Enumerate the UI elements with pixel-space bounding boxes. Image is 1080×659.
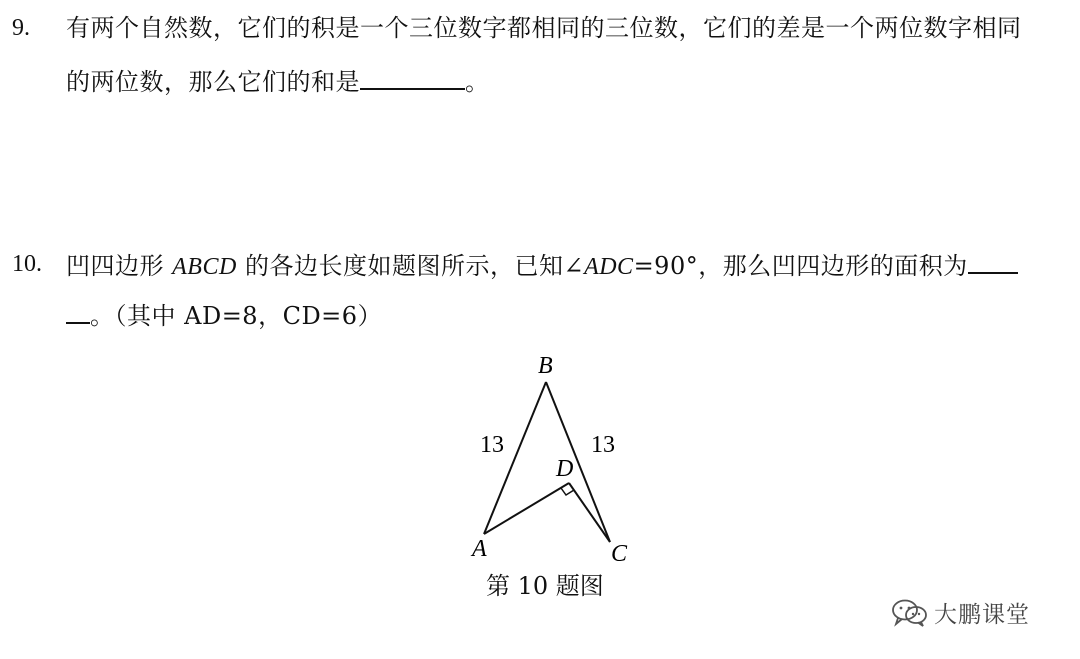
- question-10-number: 10.: [12, 251, 42, 277]
- question-9-number: 9.: [12, 15, 30, 41]
- question-9-line-1: 有两个自然数，它们的积是一个三位数字都相同的三位数，它们的差是一个两位数字相同: [66, 14, 1022, 42]
- question-10-line-2: [66, 300, 382, 330]
- edge-label-ab: 13: [480, 432, 504, 458]
- vertex-label-a: A: [472, 536, 487, 562]
- edge-label-bc: 13: [591, 432, 615, 458]
- question-10-text-c: 的各边长度如题图所示，已知∠: [236, 252, 585, 280]
- quadrilateral-name: ABCD: [172, 254, 237, 280]
- edge-da: [484, 483, 569, 534]
- question-9-text: 的两位数，那么它们的和是: [66, 68, 360, 96]
- question-9-end-mark: 。: [465, 68, 490, 96]
- question-9-line-2: [66, 66, 490, 96]
- figure-caption: 第 10 题图: [486, 572, 604, 600]
- angle-name: ADC: [584, 254, 634, 280]
- vertex-label-c: C: [611, 541, 628, 567]
- edge-ab: [484, 382, 546, 534]
- quadrilateral-figure: [460, 350, 650, 570]
- question-9-answer-blank[interactable]: [360, 66, 465, 90]
- question-10-line-1: [66, 250, 1018, 281]
- question-10-text-a: 凹四边形: [66, 252, 173, 280]
- question-10-answer-blank[interactable]: [968, 250, 1018, 274]
- question-10-given: 。（其中 AD=8，CD=6）: [90, 302, 383, 330]
- question-10-text-e: =90°，那么凹四边形的面积为: [633, 252, 968, 280]
- wechat-icon: [890, 597, 928, 627]
- watermark-text: 大鹏课堂: [934, 601, 1030, 628]
- vertex-label-d: D: [556, 456, 574, 482]
- vertex-label-b: B: [538, 353, 553, 379]
- watermark: [890, 596, 1030, 628]
- question-10-answer-blank-cont[interactable]: [66, 300, 90, 324]
